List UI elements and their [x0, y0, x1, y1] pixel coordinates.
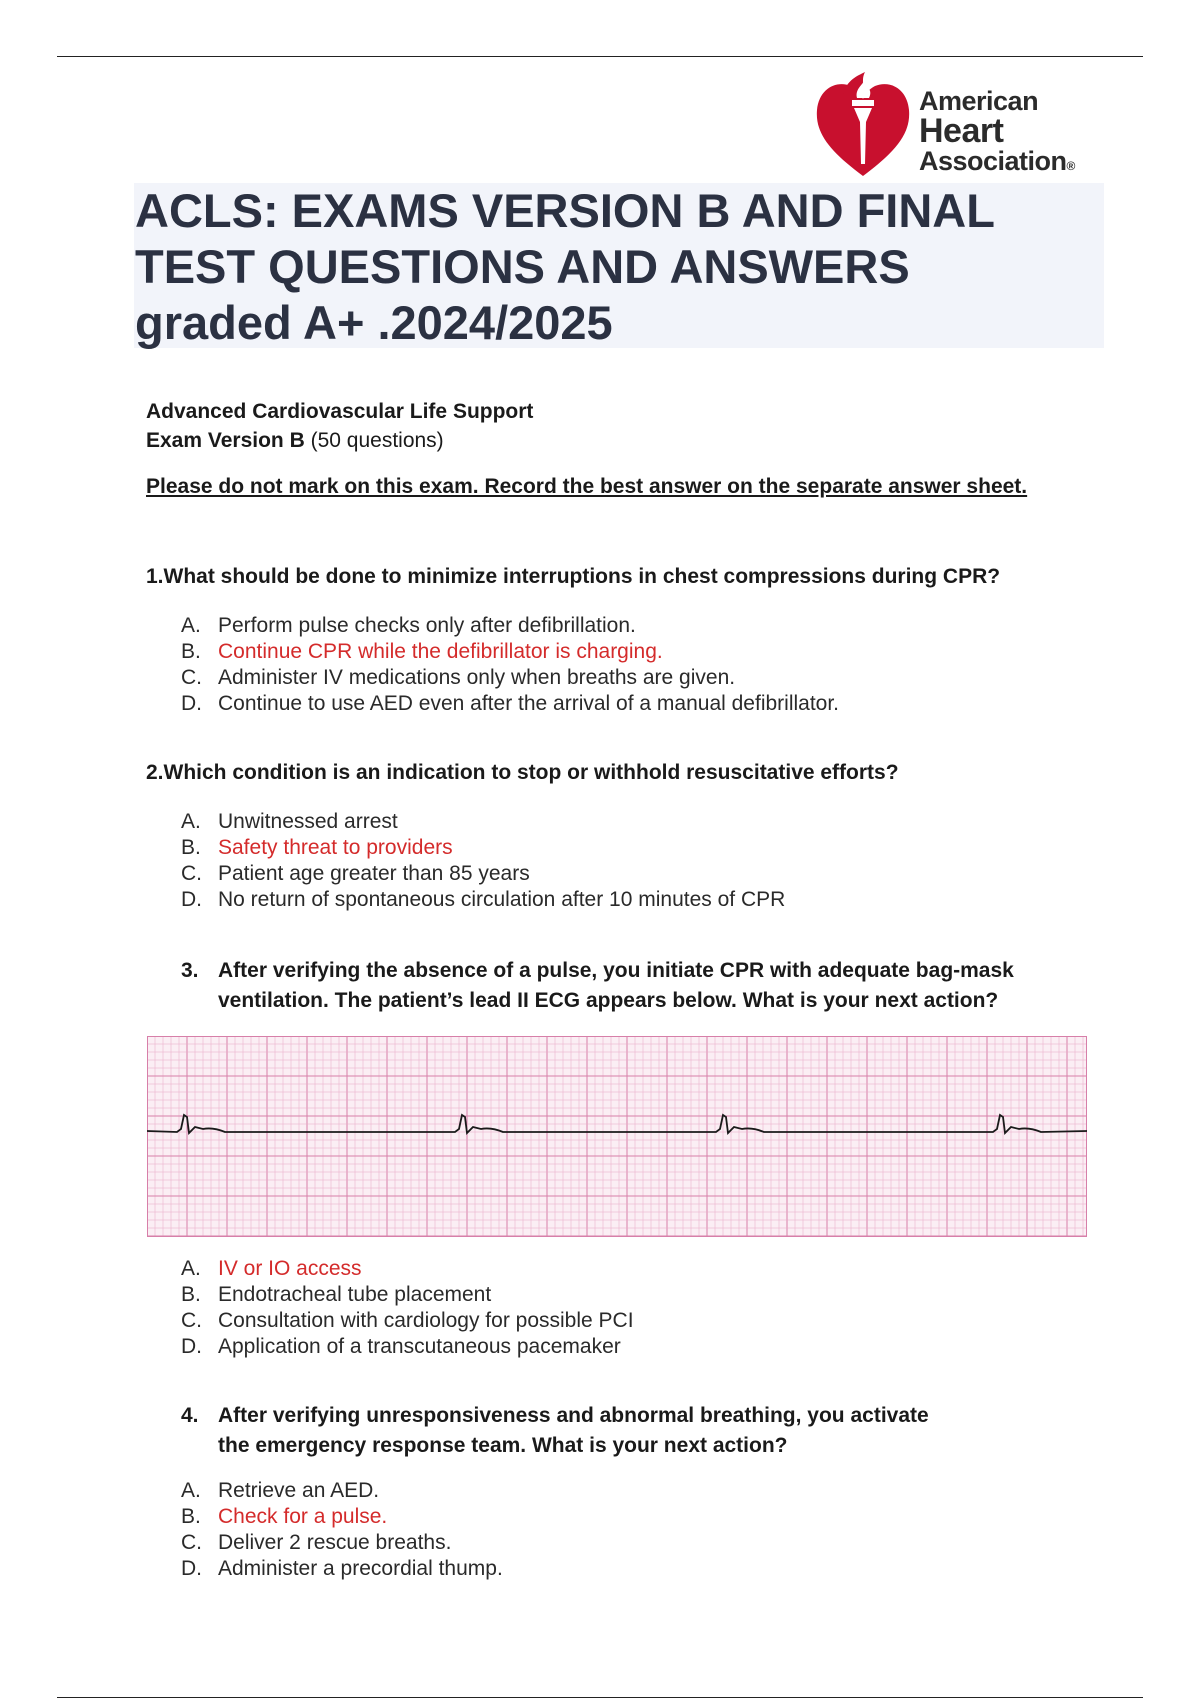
option-c: C. Deliver 2 rescue breaths.	[181, 1531, 452, 1554]
title-line-2: TEST QUESTIONS AND ANSWERS	[135, 240, 910, 293]
question-number: 4.	[181, 1404, 199, 1427]
option-c: C. Patient age greater than 85 years	[181, 862, 530, 885]
option-a: A. Retrieve an AED.	[181, 1479, 380, 1502]
registered-mark: ®	[1066, 159, 1075, 173]
option-a: A. Perform pulse checks only after defibrillation.	[181, 614, 636, 637]
title-line-3: graded A+ .2024/2025	[135, 296, 613, 349]
logo-line-heart: Heart	[919, 112, 1004, 150]
logo-wordmark	[919, 86, 1075, 181]
question-text-line-2: ventilation. The patient’s lead II ECG appears below. What is your next action?	[218, 989, 999, 1012]
question-1	[146, 562, 1000, 592]
exam-notice: Please do not mark on this exam. Record the best answer on the separate answer sheet.	[146, 475, 1028, 498]
course-name: Advanced Cardiovascular Life Support	[146, 400, 534, 423]
question-2-options	[181, 809, 785, 913]
question-3-options	[181, 1256, 634, 1360]
option-b: B. Endotracheal tube placement	[181, 1283, 492, 1306]
question-4-options	[181, 1478, 503, 1582]
question-text-line-1: After verifying unresponsiveness and abnormal breathing, you activate	[218, 1404, 929, 1427]
question-text: What should be done to minimize interruptions in chest compressions during CPR?	[163, 565, 1001, 588]
question-4	[181, 1401, 929, 1461]
exam-version: Exam Version B	[146, 429, 305, 452]
option-d: D. Administer a precordial thump.	[181, 1557, 503, 1580]
title-line-1: ACLS: EXAMS VERSION B AND FINAL	[135, 184, 995, 237]
option-b-correct: B. Check for a pulse.	[181, 1505, 388, 1528]
document-title	[135, 183, 1095, 351]
ecg-rhythm-strip	[147, 1036, 1087, 1237]
option-a-correct: A. IV or IO access	[181, 1257, 362, 1280]
option-c: C. Administer IV medications only when breaths are given.	[181, 666, 736, 689]
question-number: 3.	[181, 959, 199, 982]
option-d: D. No return of spontaneous circulation after 10 minutes of CPR	[181, 888, 786, 911]
option-d: D. Application of a transcutaneous pacemaker	[181, 1335, 621, 1358]
aha-logo	[813, 72, 1093, 182]
question-text: Which condition is an indication to stop or withhold resuscitative efforts?	[163, 761, 899, 784]
question-count: (50 questions)	[310, 429, 444, 452]
top-rule	[57, 56, 1143, 57]
logo-line-association: Association	[919, 146, 1067, 176]
question-2	[146, 758, 899, 788]
question-text-line-1: After verifying the absence of a pulse, you initiate CPR with adequate bag-mask	[218, 959, 1014, 982]
question-1-options	[181, 613, 839, 717]
question-3	[181, 956, 1014, 1016]
question-number: 1.	[146, 565, 164, 588]
question-number: 2.	[146, 761, 164, 784]
option-b-correct: B. Continue CPR while the defibrillator is charging.	[181, 640, 663, 663]
option-c: C. Consultation with cardiology for possible PCI	[181, 1309, 634, 1332]
option-d: D. Continue to use AED even after the arrival of a manual defibrillator.	[181, 692, 840, 715]
option-a: A. Unwitnessed arrest	[181, 810, 398, 833]
ecg-background	[147, 1036, 1087, 1237]
logo-line-american: American	[919, 86, 1039, 116]
bottom-rule	[57, 1697, 1143, 1698]
exam-meta	[146, 397, 533, 455]
heart-torch-icon	[813, 72, 913, 180]
option-b-correct: B. Safety threat to providers	[181, 836, 453, 859]
question-text-line-2: the emergency response team. What is your next action?	[218, 1434, 788, 1457]
